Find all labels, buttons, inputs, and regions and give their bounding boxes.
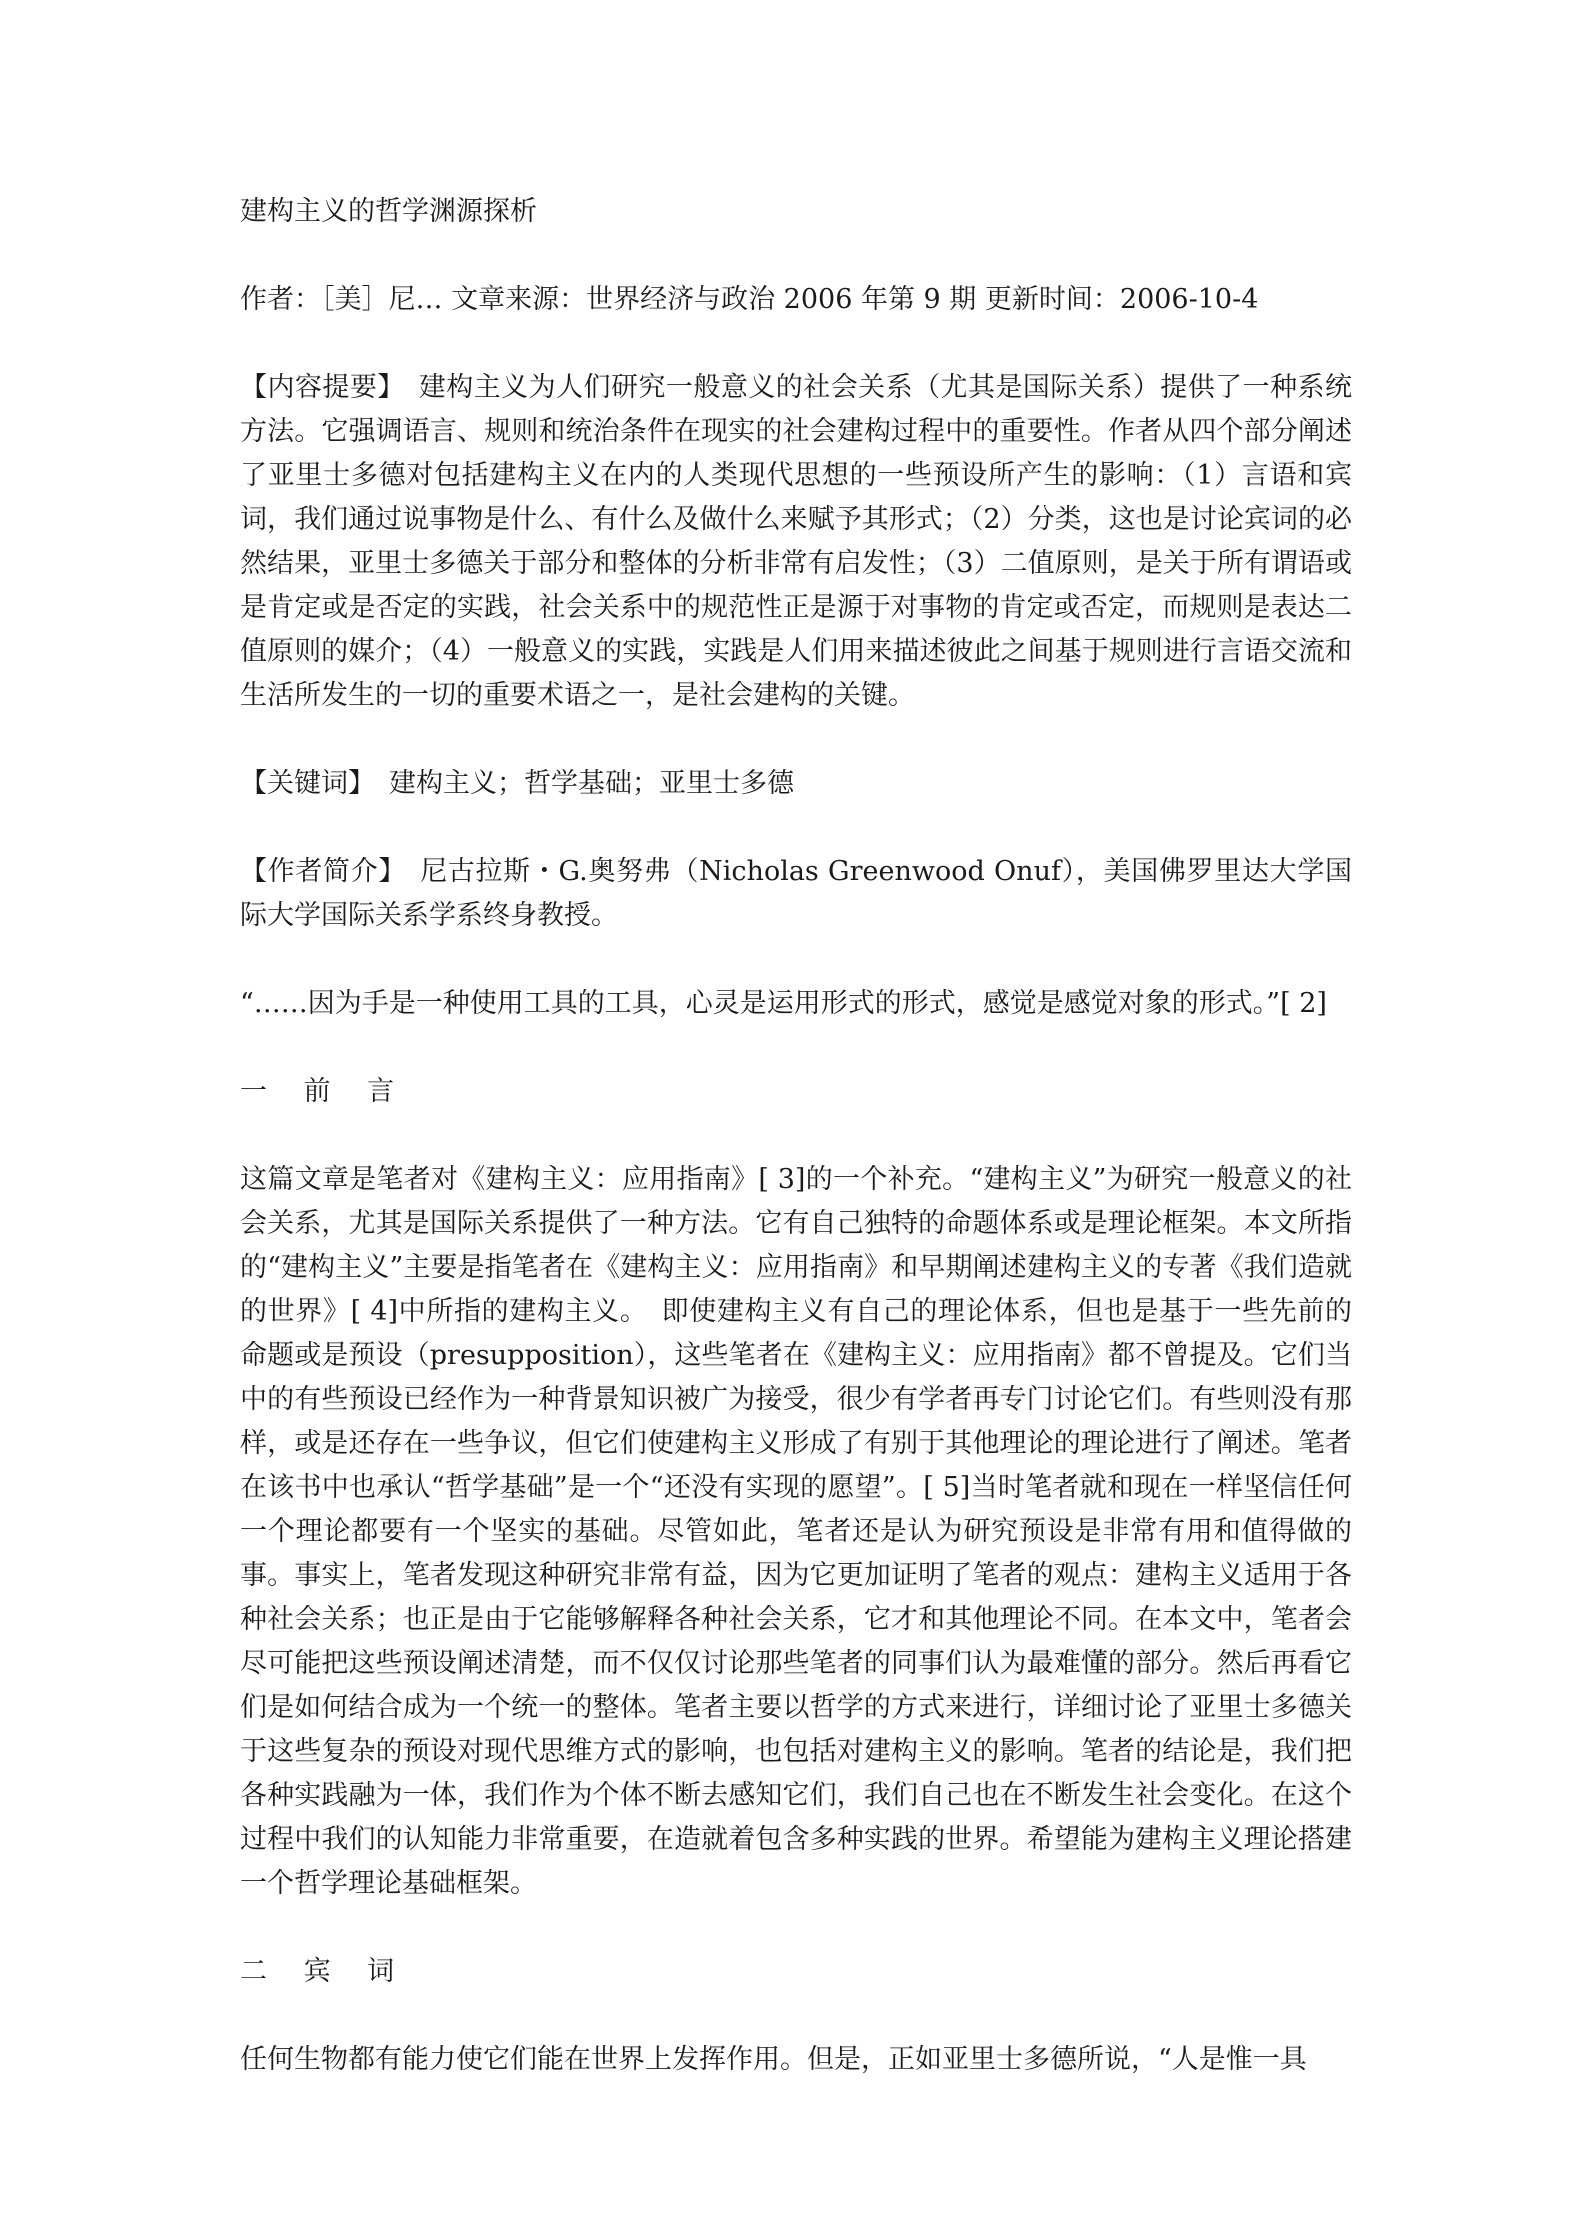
author-bio-text: 尼古拉斯・G.奥努弗（Nicholas Greenwood Onuf），美国佛罗里达大学国际大学国际关系学系终身教授。 bbox=[240, 856, 1353, 931]
epigraph-quote: “……因为手是一种使用工具的工具，心灵是运用形式的形式，感觉是感觉对象的形式。”[ 2] bbox=[240, 988, 1327, 1019]
abstract-paragraph bbox=[240, 366, 1352, 718]
keywords-text: 建构主义；哲学基础；亚里士多德 bbox=[389, 768, 794, 799]
abstract-label: 【内容提要】 bbox=[240, 372, 405, 403]
document-page bbox=[240, 190, 1352, 2082]
introduction-body: 这篇文章是笔者对《建构主义：应用指南》[ 3]的一个补充。“建构主义”为研究一般意义的社会关系，尤其是国际关系提供了一种方法。它有自己独特的命题体系或是理论框架。本文所指的“建构主义”主要是指笔者在《建构主义：应用指南》和早期阐述建构主义的专著《我们造就的世界》[ 4]中所指的建构主义。 即使建构主义有自己的理论体系，但也是基于一些先前的命题或是预设（presupposition），这些笔者在《建构主义：应用指南》都不曾提及。它们当中的有些预设已经作为一种背景知识被广为接受，很少有学者再专门讨论它们。有些则没有那样，或是还存在一些争议，但它们使建构主义形成了有别于其他理论的理论进行了阐述。笔者在该书中也承认“哲学基础”是一个“还没有实现的愿望”。[ 5]当时笔者就和现在一样坚信任何一个理论都要有一个坚实的基础。尽管如此，笔者还是认为研究预设是非常有用和值得做的事。事实上，笔者发现这种研究非常有益，因为它更加证明了笔者的观点：建构主义适用于各种社会关系；也正是由于它能够解释各种社会关系，它才和其他理论不同。在本文中，笔者会尽可能把这些预设阐述清楚，而不仅仅讨论那些笔者的同事们认为最难懂的部分。然后再看它们是如何结合成为一个统一的整体。笔者主要以哲学的方式来进行，详细讨论了亚里士多德关于这些复杂的预设对现代思维方式的影响，也包括对建构主义的影响。笔者的结论是，我们把各种实践融为一体，我们作为个体不断去感知它们，我们自己也在不断发生社会变化。在这个过程中我们的认知能力非常重要，在造就着包含多种实践的世界。希望能为建构主义理论搭建一个哲学理论基础框架。 bbox=[240, 1164, 1352, 1899]
article-title: 建构主义的哲学渊源探析 bbox=[240, 196, 537, 227]
article-meta: 作者：［美］尼… 文章来源：世界经济与政治 2006 年第 9 期 更新时间：2006-10-4 bbox=[240, 284, 1259, 315]
abstract-text: 建构主义为人们研究一般意义的社会关系（尤其是国际关系）提供了一种系统方法。它强调语言、规则和统治条件在现实的社会建构过程中的重要性。作者从四个部分阐述了亚里士多德对包括建构主义在内的人类现代思想的一些预设所产生的影响：（1）言语和宾词，我们通过说事物是什么、有什么及做什么来赋予其形式；（2）分类，这也是讨论宾词的必然结果，亚里士多德关于部分和整体的分析非常有启发性；（3）二值原则，是关于所有谓语或是肯定或是否定的实践，社会关系中的规范性正是源于对事物的肯定或否定，而规则是表达二值原则的媒介；（4）一般意义的实践，实践是人们用来描述彼此之间基于规则进行言语交流和生活所发生的一切的重要术语之一，是社会建构的关键。 bbox=[240, 372, 1353, 711]
author-bio-label: 【作者简介】 bbox=[240, 856, 407, 887]
predicate-body: 任何生物都有能力使它们能在世界上发挥作用。但是，正如亚里士多德所说，“人是惟一具 bbox=[240, 2044, 1307, 2075]
keywords-paragraph bbox=[240, 762, 1352, 806]
section-heading-introduction: 一 前 言 bbox=[240, 1076, 409, 1107]
author-bio-paragraph bbox=[240, 850, 1352, 938]
section-heading-predicate: 二 宾 词 bbox=[240, 1956, 409, 1987]
keywords-label: 【关键词】 bbox=[240, 768, 375, 799]
